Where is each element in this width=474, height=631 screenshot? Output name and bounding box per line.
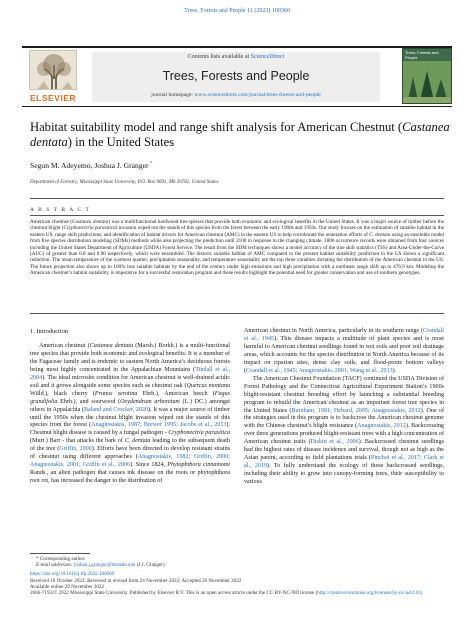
section-heading-introduction: 1. Introduction	[30, 328, 68, 335]
body-column-right	[244, 328, 444, 487]
abstract-top-rule	[30, 198, 444, 199]
masthead-bottom-rule	[22, 106, 452, 107]
citation-link[interactable]: Pinchot et al., 2017; Clark et al., 2019	[244, 455, 444, 470]
available-online-date: Available online 29 November 2022	[30, 583, 105, 590]
journal-cover-thumbnail[interactable]	[402, 48, 452, 104]
homepage-link[interactable]: www.sciencedirect.com/journal/trees-forests-and-people	[194, 92, 321, 98]
citation-link[interactable]: Crandall et al., 1945	[244, 328, 444, 342]
citation-link[interactable]: Diskin et al., 2006	[310, 439, 359, 446]
elsevier-logo[interactable]	[22, 50, 84, 104]
email-note: E-mail addresses: joshua.j.granger@msstate.edu (J.J. Granger).	[36, 562, 166, 569]
elsevier-tree-icon	[29, 50, 77, 90]
citation-link[interactable]: Griffin, 2000	[59, 446, 92, 453]
citation-link[interactable]: Anagnostakis, 1987; Brewer 1995; Jacobs et al., 2013	[91, 422, 227, 429]
license-link[interactable]: http://creativecommons.org/licenses/by-nc-nd/4.0/	[317, 590, 420, 597]
license-statement: 2666-7193/© 2022 Mississippi State University. Published by Elsevier B.V. This is an open access article under the CC BY-NC-ND license (http://creativecommons.org/licenses/by-nc-nd/4.0/).	[30, 590, 423, 597]
citation-link[interactable]: Anagnostakis, 2012	[357, 423, 406, 430]
intro-paragraph-2: The American Chestnut Foundation (TACF) continued the USDA Division of Forest Pathology and the Connecticut Agricultural Experiment Station’s 1900s blight-resistant chestnut breeding effort by launching a substantial breeding program to rebuild the American chestnut as an important forest tree species in the United States (Burnham, 1981; Hebard, 2005; Anagnostakis, 2012). One of the strategies used in this program is to backcross the American chestnut genome with the Chinese chestnut’s blight resistance (Anagnostakis, 2012). Backcrossing over three generations produced blight-resistant trees with a high concentration of American chestnut traits (Diskin et al., 2006). Backcrossed chestnut seedlings had the highest rates of disease incidence and survival, though not as high as the Asian parent, according to field plantations trials (Pinchot et al., 2017; Clark et al., 2019). To fully understand the ecology of these backcrossed seedlings, including their ability to grow into canopy-forming trees, their susceptibility to various	[244, 375, 445, 486]
masthead-center-panel	[92, 52, 380, 102]
abstract-label-rule	[30, 215, 444, 216]
journal-masthead	[22, 46, 452, 106]
footnotes	[30, 556, 444, 596]
citation-link[interactable]: Anagnostakis, 1982; Griffin, 2000; Anagnostakis, 2001; Griffin et al., 2006	[30, 454, 230, 469]
abstract-label: A B S T R A C T	[30, 207, 91, 213]
footnote-rule	[30, 553, 90, 554]
author-list: Segun M. Adeyemo, Joshua J. Granger *	[30, 161, 153, 170]
corresponding-author-note: * Corresponding author.	[36, 556, 86, 562]
intro-paragraph-1: American chestnut (Castanea dentata (Marsh.) Borkh.) is a multi-functional tree species that provide both economic and ecological benefits. It is a member of the Fagaceae family and is endemic to eastern North America’s deciduous forests being most highly concentrated in the Appalachian Mountains (Tindall et al., 2004). The ideal microsite condition for American chestnut is well-drained acidic soil and it grows alongside some species such as chestnut oak (Quercus montana Willd.), black cherry (Prunus serotina Ehrh.), American beech (Fagus grandifolia Ehrh.), and sourwood (Oxydendrum arboretum (L.) DC.) amongst others in Appalachia (Baland and Crocker, 2020). It was a major source of timber until the 1950s when the chestnut blight invasion wiped out the stands of this species from the forest (Anagnostakis, 1987; Brewer 1995; Jacobs et al., 2013). Chestnut blight disease is caused by a fungal pathogen - Cryphonectria parasitica (Murr.) Barr - that attacks the bark of C. dentata leading to the subsequent death of the tree (Griffin, 2000). Efforts have been directed to develop resistant strains of chestnut using different approaches (Anagnostakis, 1982; Griffin, 2000; Anagnostakis, 2001; Griffin et al., 2006). Since 1824, Phytophthora cinnamomi Rands., an alien pathogen that causes ink disease on the roots or phytophthora root rot, has increased the danger to the distribution of	[30, 342, 231, 485]
author-email-link[interactable]: joshua.j.granger@msstate.edu	[74, 562, 136, 569]
homepage-line: journal homepage: www.sciencedirect.com/journal/trees-forests-and-people	[151, 92, 321, 98]
journal-reference-link[interactable]: Trees, Forests and People 11 (2023) 100360	[184, 8, 290, 14]
affiliation: Department of Forestry, Mississippi State University, P.O. Box 9691, MS 39762, United States	[30, 180, 219, 185]
doi-link[interactable]: https://doi.org/10.1016/j.tfp.2022.100360	[30, 571, 115, 578]
citation-link[interactable]: Burnham, 1981; Hebard, 2005; Anagnostakis, 2012	[291, 407, 421, 414]
masthead-top-rule	[22, 46, 452, 48]
intro-paragraph-1-continued: American chestnut in North America, particularly in its southern range (Crandall et al., 1945). This disease impacts a multitude of plant species and is most harmful to American chestnut seedlings found in wet soils and poor soil drainage areas, which accounts for the species distribution in North America because of its impact on riparian sites, dense clay soils, and flood-prone bottom valleys (Crandall et al., 1945; Anagnostakis, 2001; Wang et al., 2013).	[244, 328, 444, 374]
corresponding-author-marker[interactable]: *	[148, 161, 153, 167]
abstract-text: American chestnut (Castanea dentata) was a multifunctional hardwood tree species that provide both economic and ecological benefits in the United States. It was a major source of timber before the chestnut blight (Cryphonectria parasitica) invasion wiped out the stands of this species from the forest between the early 1900s and 1950s. Our study focuses on the estimation of suitable habitat in the eastern US, range shift predictions, and identification of habitat drivers for American chestnut (AMC) in the eastern US to help corroborate the restoration efforts of C. dentata using an ensemble model from five species distribution modeling (SDMs) methods while also projecting the prediction until 2100 in response to the changing climate. 1806 occurrence records were obtained from four sources including the United States Department of Agriculture (USDA) Forest Service. The result from the SDM techniques shows a model accuracy of the true skill statistics (TSS) and Area-Under-the-Curve (AUC) of greater than 0.8 and 0.90 respectively, which were ensembled. The historic suitable habitat of AMC compared to the present habitat suitability prediction in the US shows a significant reduction. The mean temperature of the warmest quarter, precipitation seasonality, and temperature seasonality are the top three variables dictating the distribution of the American chestnut in the US. The future projection also shows up to 100% less suitable habitats by the end of the century under high emissions and high precipitation with a northeast range shift up to 476.9 km. Modeling the American chestnut’s habitat suitability is imperative for a successful restoration program and these results highlight the potential need for greater conservation and use of southern genotypes.	[30, 219, 444, 277]
journal-title: Trees, Forests and People	[162, 69, 310, 83]
cover-title: Trees, Forests and People	[405, 50, 439, 60]
journal-reference	[0, 8, 474, 14]
elsevier-wordmark: ELSEVIER	[29, 93, 77, 103]
body-column-left	[30, 328, 230, 486]
sciencedirect-link[interactable]: ScienceDirect	[250, 54, 285, 60]
citation-link[interactable]: Tindall et al., 2004	[30, 366, 231, 381]
citation-link[interactable]: Crandall et al., 1945; Anagnostakis, 2001; Wang et al., 2013	[246, 367, 393, 374]
contents-line: Contents lists available at ScienceDirect	[187, 54, 285, 60]
received-dates: Received 18 October 2022; Received in revised form 24 November 2022; Accepted 28 November 2022	[30, 577, 242, 584]
article-title: Habitat suitability model and range shift analysis for American Chestnut (Castanea dentata) in the United States	[30, 120, 450, 149]
citation-link[interactable]: Baland and Crocker, 2020	[83, 406, 149, 413]
abstract-bottom-rule	[30, 313, 444, 314]
